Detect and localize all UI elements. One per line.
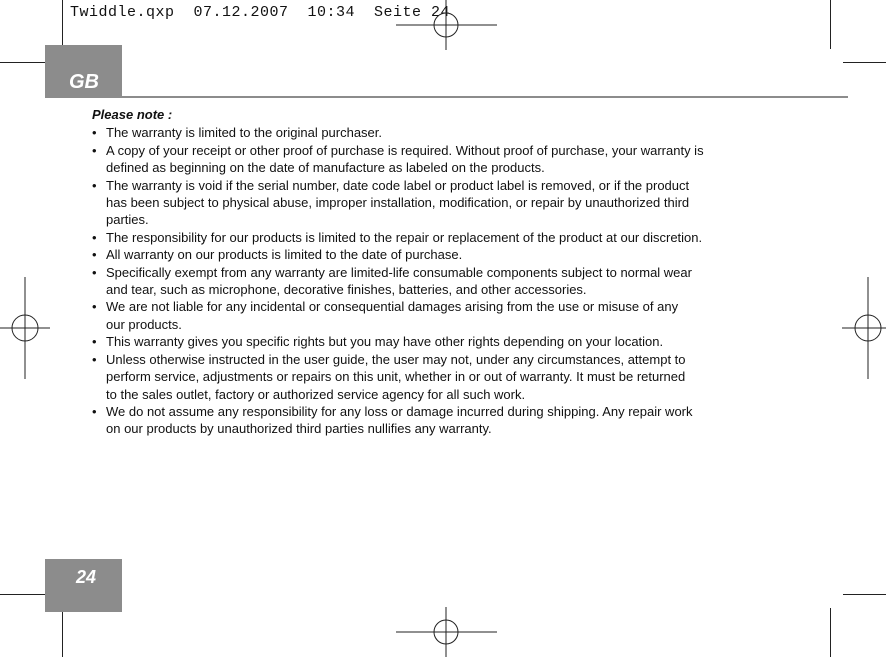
notes-heading: Please note : (92, 107, 173, 122)
warranty-item (92, 403, 792, 438)
registration-mark-top (396, 0, 497, 50)
crop-mark-top-right-vertical (830, 0, 831, 49)
warranty-item-line: defined as beginning on the date of manufacture as labeled on the products. (106, 160, 545, 176)
warranty-item-line: This warranty gives you specific rights but you may have other rights depending on your location. (106, 334, 664, 350)
warranty-item-line: to the sales outlet, factory or authorized service agency for all such work. (106, 386, 526, 402)
warranty-item-line: and tear, such as microphone, decorative finishes, batteries, and other accessories. (106, 282, 587, 298)
bullet: • (92, 142, 97, 158)
crop-mark-top-left-horizontal (0, 62, 50, 63)
language-tab (45, 45, 122, 97)
warranty-item-line: perform service, adjustments or repairs on this unit, whether in or out of warranty. It must be returned (106, 369, 686, 385)
page-number: 24 (76, 567, 97, 587)
warranty-list (92, 124, 792, 437)
crop-mark-top-right-horizontal (843, 62, 886, 63)
warranty-item-line: Specifically exempt from any warranty are limited-life consumable components subject to normal wear (106, 264, 692, 280)
warranty-item (92, 333, 792, 350)
warranty-item (92, 298, 792, 333)
warranty-item (92, 246, 792, 263)
warranty-item-line: The responsibility for our products is limited to the repair or replacement of the product at our discretion. (106, 229, 703, 245)
warranty-item-line: has been subject to physical abuse, improper installation, modification, or repair by unauthorized third (106, 195, 690, 211)
warranty-item (92, 229, 792, 246)
warranty-item (92, 264, 792, 299)
crop-mark-bottom-left-horizontal (0, 594, 50, 595)
warranty-item-line: parties. (106, 212, 149, 228)
print-slug: Twiddle.qxp 07.12.2007 10:34 Seite 24 (70, 4, 451, 21)
bullet: • (92, 247, 97, 263)
bullet: • (92, 351, 97, 367)
header-rule (45, 96, 848, 98)
warranty-item (92, 351, 792, 403)
warranty-item-line: A copy of your receipt or other proof of purchase is required. Without proof of purchase, your warranty is (106, 142, 704, 158)
warranty-item-line: Unless otherwise instructed in the user guide, the user may not, under any circumstances, attempt to (106, 351, 686, 367)
warranty-item-line: We do not assume any responsibility for any loss or damage incurred during shipping. Any repair work (106, 403, 693, 419)
registration-mark-bottom (396, 607, 497, 657)
page-number-tab (45, 559, 122, 612)
registration-mark-left (0, 277, 50, 379)
crop-mark-bottom-right-vertical (830, 608, 831, 657)
warranty-notes (92, 106, 792, 438)
warranty-item (92, 142, 792, 177)
crop-mark-bottom-left-vertical (62, 608, 63, 657)
crop-mark-top-left-vertical (62, 0, 63, 49)
crop-mark-bottom-right-horizontal (843, 594, 886, 595)
bullet: • (92, 125, 97, 141)
warranty-item-line: All warranty on our products is limited to the date of purchase. (106, 247, 463, 263)
registration-mark-right (842, 277, 886, 379)
warranty-item-line: The warranty is limited to the original purchaser. (106, 125, 383, 141)
bullet: • (92, 299, 97, 315)
language-tab-label: GB (69, 71, 99, 93)
warranty-item-line: The warranty is void if the serial number, date code label or product label is removed, or if the product (106, 177, 690, 193)
warranty-item-line: on our products by unauthorized third parties nullifies any warranty. (106, 421, 492, 437)
bullet: • (92, 177, 97, 193)
bullet: • (92, 264, 97, 280)
bullet: • (92, 229, 97, 245)
warranty-item-line: our products. (106, 316, 182, 332)
bullet: • (92, 334, 97, 350)
warranty-item (92, 177, 792, 229)
bullet: • (92, 403, 97, 419)
warranty-item (92, 124, 792, 141)
warranty-item-line: We are not liable for any incidental or consequential damages arising from the use or misuse of any (106, 299, 679, 315)
